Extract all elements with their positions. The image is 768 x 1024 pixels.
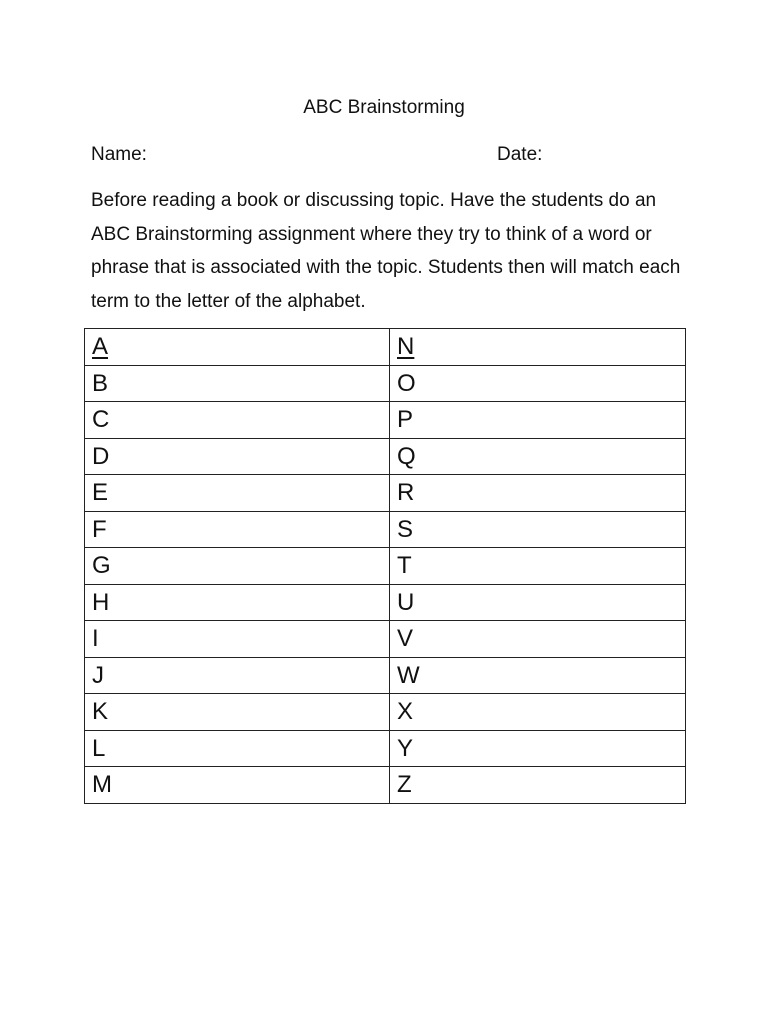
letter-cell-right [390,548,686,585]
letter-label: S [397,515,414,543]
letter-cell-right [390,511,686,548]
letter-label: P [397,406,414,434]
letter-label: K [92,698,109,726]
name-label: Name: [91,144,147,165]
letter-cell-right [390,475,686,512]
letter-label: G [92,552,111,580]
letter-label: D [92,442,110,470]
table-row [85,438,686,475]
letter-cell-right [390,329,686,366]
letter-label: W [397,661,420,689]
page-title: ABC Brainstorming [303,97,465,118]
letter-cell-right [390,767,686,804]
table-row [85,657,686,694]
letter-label: E [92,479,109,507]
letter-cell-right [390,438,686,475]
letter-label: Q [397,442,416,470]
table-row [85,511,686,548]
table-row [85,548,686,585]
letter-cell-right [390,621,686,658]
table-row [85,475,686,512]
letter-cell-left [85,584,390,621]
letter-label: I [92,625,99,653]
letter-cell-right [390,730,686,767]
letter-label: C [92,406,110,434]
letter-cell-right [390,402,686,439]
letter-label: B [92,369,109,397]
letter-label: R [397,479,415,507]
table-row [85,584,686,621]
letter-label: L [92,734,106,762]
table-row [85,402,686,439]
letter-cell-right [390,657,686,694]
table-row [85,767,686,804]
letter-label: Z [397,771,412,799]
letter-label: J [92,661,104,689]
table-row [85,365,686,402]
letter-cell-left [85,438,390,475]
abc-table-body [85,329,686,804]
letter-cell-left [85,767,390,804]
table-row [85,730,686,767]
letter-cell-left [85,365,390,402]
date-label: Date: [497,144,543,165]
table-row [85,621,686,658]
letter-label: F [92,515,107,543]
letter-cell-left [85,402,390,439]
letter-cell-left [85,475,390,512]
letter-cell-left [85,548,390,585]
letter-label: H [92,588,110,616]
letter-cell-left [85,621,390,658]
letter-label: N [397,333,415,361]
instructions-paragraph: Before reading a book or discussing topic. Have the students do an ABC Brainstorming assignment where they try to think of a word or phrase that is associated with the topic. Students then will match each term to the letter of the alphabet. [91,190,681,312]
table-row [85,694,686,731]
abc-table [84,328,686,804]
letter-label: X [397,698,414,726]
letter-cell-right [390,365,686,402]
letter-cell-right [390,584,686,621]
letter-label: T [397,552,412,580]
table-row [85,329,686,366]
letter-label: A [92,333,109,361]
letter-cell-left [85,329,390,366]
letter-cell-left [85,511,390,548]
letter-label: M [92,771,112,799]
letter-label: Y [397,734,414,762]
letter-cell-left [85,657,390,694]
letter-label: O [397,369,416,397]
letter-label: V [397,625,414,653]
letter-label: U [397,588,415,616]
letter-cell-left [85,730,390,767]
letter-cell-right [390,694,686,731]
letter-cell-left [85,694,390,731]
